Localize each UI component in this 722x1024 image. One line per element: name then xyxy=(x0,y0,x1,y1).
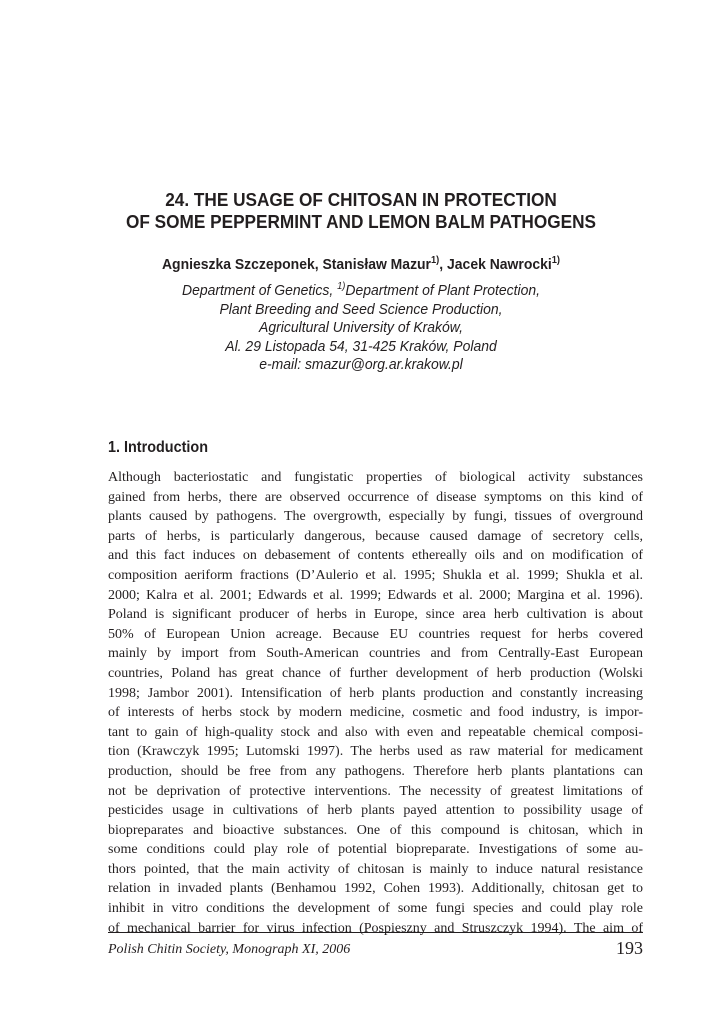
section-heading: 1. Introduction xyxy=(108,439,208,456)
paragraph-line: mainly by import from South-American countries and from Centrally-East European xyxy=(108,646,643,662)
paragraph-line: gained from herbs, there are observed occurrence of disease symptoms on this kind of xyxy=(108,489,643,505)
paragraph-line: and this fact induces on debasement of contents ethereally oils and on modification of xyxy=(108,548,643,564)
author-name: Jacek Nawrocki xyxy=(447,256,552,273)
paper-title xyxy=(25,189,696,233)
affiliation-line: Agricultural University of Kraków, xyxy=(259,319,463,337)
paragraph-line: inhibit in vitro conditions the development of some fungi species and could play role xyxy=(108,901,643,917)
paragraph-line: relation in invaded plants (Benhamou 1992, Cohen 1993). Additionally, chitosan get to xyxy=(108,881,643,897)
paper-title-line: 24. THE USAGE OF CHITOSAN IN PROTECTION xyxy=(165,189,557,210)
affiliation-text: Department of Genetics, xyxy=(182,282,338,299)
paragraph-line: biopreparates and bioactive substances. One of this compound is chitosan, which in xyxy=(108,822,643,838)
paragraph-line: tant to gain of high-quality stock and also with even and repeatable chemical composi- xyxy=(108,724,643,740)
footer-divider xyxy=(108,932,643,933)
paragraph-line: of interests of herbs stock by modern medicine, cosmetic and food industry, is impor- xyxy=(108,705,643,721)
paragraph-line: Although bacteriostatic and fungistatic properties of biological activity substances xyxy=(108,470,643,485)
author-list xyxy=(25,256,696,274)
affiliation-mark: 1) xyxy=(551,255,561,266)
author-name: Agnieszka Szczeponek, xyxy=(161,256,323,273)
paragraph-line: thors pointed, that the main activity of chitosan is mainly to induce natural resistance xyxy=(108,861,643,877)
affiliation-mark: 1) xyxy=(337,281,346,292)
affiliation-line xyxy=(25,282,696,301)
paragraph-line: countries, Poland has great chance of further development of herb production (Wolski xyxy=(108,665,643,681)
affiliation-line: Al. 29 Listopada 54, 31-425 Kraków, Poland xyxy=(225,337,497,355)
paragraph-line: of mechanical barrier for virus infection (Pospieszny and Struszczyk 1994). The aim of xyxy=(108,920,643,936)
affiliation-line: Plant Breeding and Seed Science Production, xyxy=(219,300,503,318)
author-name: Stanisław Mazur xyxy=(322,256,431,273)
affiliation-mark: 1) xyxy=(430,255,440,266)
paragraph-line: some conditions could play role of potential biopreparate. Investigations of some au- xyxy=(108,842,643,858)
affiliation-block xyxy=(25,282,696,375)
paragraph-line: tion (Krawczyk 1995; Lutomski 1997). The herbs used as raw material for medicament xyxy=(108,744,643,760)
paragraph-line: 50% of European Union acreage. Because EU countries request for herbs covered xyxy=(108,626,643,642)
paragraph-line: parts of herbs, is particularly dangerous, because caused damage of secretory cells, xyxy=(108,528,643,544)
paragraph-line: composition aeriform fractions (D’Aulerio et al. 1995; Shukla et al. 1999; Shukla et al. xyxy=(108,567,643,583)
author-separator: , xyxy=(439,256,448,273)
affiliation-text: Department of Plant Protection, xyxy=(345,282,540,299)
paragraph-line: Poland is significant producer of herbs in Europe, since area herb cultivation is about xyxy=(108,607,643,623)
paragraph-line: not be deprivation of protective interventions. The necessity of greatest limitations of xyxy=(108,783,643,799)
introduction-text xyxy=(108,468,643,938)
paragraph-line: production, should be free from any pathogens. Therefore herb plants plantations can xyxy=(108,763,643,779)
paragraph-line: 2000; Kalra et al. 2001; Edwards et al. 1999; Edwards et al. 2000; Margina et al. 1996). xyxy=(108,587,643,603)
paragraph-line: 1998; Jambor 2001). Intensification of herb plants production and constantly increasing xyxy=(108,685,643,701)
paragraph-line: pesticides usage in cultivations of herb plants payed attention to possibility usage of xyxy=(108,803,643,819)
paragraph-line: plants caused by pathogens. The overgrowth, especially by fungi, tissues of overground xyxy=(108,509,643,525)
footer-journal: Polish Chitin Society, Monograph XI, 2006 xyxy=(108,942,351,957)
paper-title-line: OF SOME PEPPERMINT AND LEMON BALM PATHOGENS xyxy=(126,211,596,232)
email-address: e-mail: smazur@org.ar.krakow.pl xyxy=(259,356,463,374)
page-number: 193 xyxy=(616,938,643,958)
